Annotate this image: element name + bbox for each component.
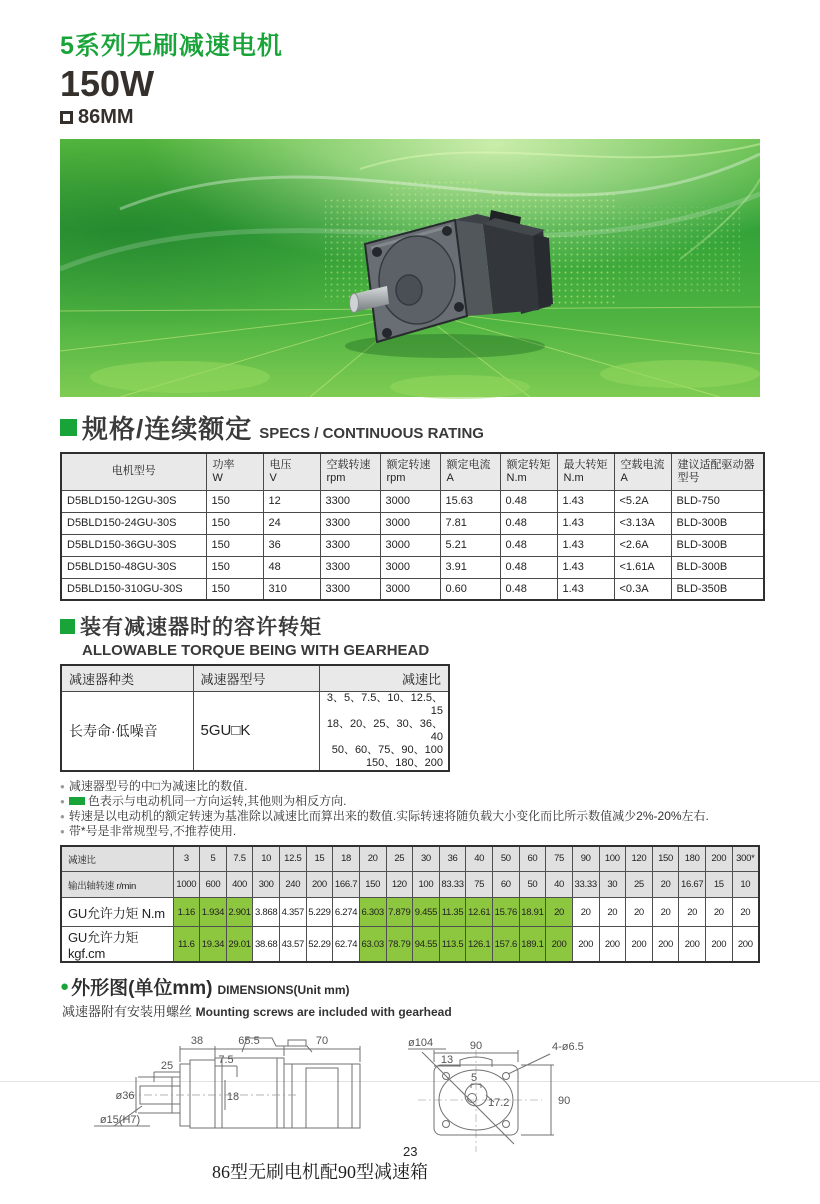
spec-cell: 3000 xyxy=(380,512,440,534)
ratio-cell: 10 xyxy=(253,846,280,872)
ratio-cell: 166.7 xyxy=(333,872,360,898)
gearhead-col-ratio: 减速比 xyxy=(319,665,449,691)
spec-column-header xyxy=(671,453,764,490)
ratio-cell: 300 xyxy=(253,872,280,898)
spec-cell: 150 xyxy=(206,534,263,556)
spec-cell: 3300 xyxy=(320,490,380,512)
spec-cell: BLD-750 xyxy=(671,490,764,512)
ratio-cell: 240 xyxy=(280,872,307,898)
ratio-cell: 4.357 xyxy=(280,898,307,927)
spec-cell: 3000 xyxy=(380,490,440,512)
ratio-cell: 75 xyxy=(546,846,573,872)
front-view-drawing xyxy=(402,1022,687,1157)
spec-cell: <5.2A xyxy=(614,490,671,512)
spec-cell: 0.48 xyxy=(500,556,557,578)
ratio-cell: 75 xyxy=(466,872,493,898)
ratio-cell: 1.934 xyxy=(200,898,227,927)
ratio-cell: 20 xyxy=(732,898,759,927)
spec-column-title: 空载电流 xyxy=(620,458,665,471)
ratio-cell: 2.901 xyxy=(226,898,253,927)
banner-graphic xyxy=(60,139,760,397)
ratio-cell: 20 xyxy=(652,872,679,898)
ratio-cell: 90 xyxy=(572,846,599,872)
ratio-cell: 18 xyxy=(333,846,360,872)
gearhead-type: 长寿命·低噪音 xyxy=(61,691,193,771)
gearhead-ratio-line: 150、180、200 xyxy=(365,756,443,769)
dim-label: 25 xyxy=(160,1060,174,1072)
note-item xyxy=(60,779,820,794)
ratio-cell: 5.229 xyxy=(306,898,333,927)
dim-label: 90 xyxy=(558,1095,571,1107)
dim-label: 18 xyxy=(226,1091,240,1103)
spec-row xyxy=(61,534,764,556)
spec-column-title: 空载转速 xyxy=(326,458,371,471)
gearhead-title-en: ALLOWABLE TORQUE BEING WITH GEARHEAD xyxy=(82,642,430,659)
frame-size xyxy=(60,106,820,129)
gearhead-ratio-cell xyxy=(319,691,449,771)
spec-cell: 1.43 xyxy=(557,512,614,534)
dimensions-section-title xyxy=(60,973,820,1000)
note-text: 色表示与电动机同一方向运转,其他则为相反方向. xyxy=(87,793,347,808)
spec-column-unit: A xyxy=(620,471,628,484)
spec-row xyxy=(61,512,764,534)
gearhead-table xyxy=(60,664,450,772)
notes-list xyxy=(60,779,820,839)
spec-cell: <2.6A xyxy=(614,534,671,556)
spec-cell: BLD-300B xyxy=(671,556,764,578)
spec-column-title: 额定转矩 xyxy=(506,458,551,471)
ratio-cell: 6.303 xyxy=(359,898,386,927)
ratio-cell: 200 xyxy=(732,927,759,963)
ratio-cell: 1000 xyxy=(173,872,200,898)
section-marker-icon xyxy=(60,419,77,436)
spec-cell: 12 xyxy=(263,490,320,512)
ratio-cell: 15 xyxy=(706,872,733,898)
gearhead-col-type: 减速器种类 xyxy=(61,665,193,691)
spec-cell: 150 xyxy=(206,490,263,512)
ratio-cell: 200 xyxy=(546,927,573,963)
spec-cell: D5BLD150-310GU-30S xyxy=(61,578,206,600)
spec-column-title: 最大转矩 xyxy=(563,458,608,471)
spec-column-title: 建议适配驱动器型号 xyxy=(677,458,755,484)
gearhead-col-model: 减速器型号 xyxy=(193,665,319,691)
ratio-cell: 11.6 xyxy=(173,927,200,963)
ratio-cell: 400 xyxy=(226,872,253,898)
ratio-cell: 6.274 xyxy=(333,898,360,927)
dim-label: 7.5 xyxy=(218,1054,234,1066)
dim-label: 38 xyxy=(190,1035,204,1047)
gearhead-ratio-line: 3、5、7.5、10、12.5、15 xyxy=(326,691,443,717)
ratio-cell: 20 xyxy=(359,846,386,872)
spec-cell: 3000 xyxy=(380,534,440,556)
ratio-cell: 1.16 xyxy=(173,898,200,927)
spec-cell: D5BLD150-36GU-30S xyxy=(61,534,206,556)
spec-column-title: 额定转速 xyxy=(386,458,431,471)
spec-column-title: 电机型号 xyxy=(111,465,156,478)
ratio-cell: 30 xyxy=(599,872,626,898)
spec-cell: 3300 xyxy=(320,556,380,578)
spec-cell: 3000 xyxy=(380,556,440,578)
spec-column-title: 额定电流 xyxy=(446,458,491,471)
ratio-cell: 150 xyxy=(359,872,386,898)
ratio-cell: 126.1 xyxy=(466,927,493,963)
ratio-row-label: 输出轴转速 r/min xyxy=(61,872,173,898)
spec-column-unit: N.m xyxy=(506,471,527,484)
ratio-cell: 25 xyxy=(626,872,653,898)
ratio-cell: 10 xyxy=(732,872,759,898)
spec-column-header xyxy=(380,453,440,490)
spec-column-header xyxy=(263,453,320,490)
note-item xyxy=(60,794,820,809)
spec-cell: 3300 xyxy=(320,512,380,534)
power-rating: 150W xyxy=(60,63,155,104)
dimensions-note-cn: 减速器附有安装用螺丝 xyxy=(62,1004,193,1019)
ratio-cell: 200 xyxy=(306,872,333,898)
note-item xyxy=(60,809,820,824)
note-item xyxy=(60,824,820,839)
spec-cell: 5.21 xyxy=(440,534,500,556)
ratio-cell: 15 xyxy=(306,846,333,872)
gearhead-row xyxy=(61,691,449,771)
spec-column-unit: V xyxy=(269,471,277,484)
spec-column-header xyxy=(61,453,206,490)
dimension-drawings xyxy=(0,1022,820,1154)
ratio-cell: 100 xyxy=(599,846,626,872)
ratio-cell: 18.91 xyxy=(519,898,546,927)
spec-cell: 3.91 xyxy=(440,556,500,578)
spec-cell: 7.81 xyxy=(440,512,500,534)
ratio-row-label: GU允许力矩 N.m xyxy=(61,898,173,927)
spec-cell: 3300 xyxy=(320,534,380,556)
spec-table-body xyxy=(61,490,764,600)
ratio-cell: 9.455 xyxy=(413,898,440,927)
spec-cell: 310 xyxy=(263,578,320,600)
specs-title-cn: 规格/连续额定 xyxy=(82,414,253,444)
dim-label: 5 xyxy=(470,1072,478,1084)
hero-banner xyxy=(60,139,760,397)
ratio-cell: 200 xyxy=(706,927,733,963)
ratio-cell: 200 xyxy=(679,927,706,963)
dimensions-title-en: DIMENSIONS(Unit mm) xyxy=(217,983,350,997)
spec-column-unit: rpm xyxy=(386,471,406,484)
dim-label: ø15(H7) xyxy=(99,1114,141,1126)
ratio-cell: 60 xyxy=(493,872,520,898)
ratio-cell: 7.879 xyxy=(386,898,413,927)
ratio-cell: 12.5 xyxy=(280,846,307,872)
bullet-icon: ● xyxy=(60,826,65,836)
spec-header-row xyxy=(61,453,764,490)
drawing-caption: 86型无刷电机配90型减速箱 xyxy=(212,1162,428,1182)
square-frame-icon xyxy=(60,111,73,124)
frame-size-label: 86MM xyxy=(78,106,134,128)
spec-row xyxy=(61,490,764,512)
ratio-cell: 20 xyxy=(626,898,653,927)
gearhead-model: 5GU□K xyxy=(193,691,319,771)
spec-column-header xyxy=(440,453,500,490)
ratio-row-ratios xyxy=(61,846,759,872)
dim-label: ø104 xyxy=(408,1037,434,1049)
spec-cell: 1.43 xyxy=(557,556,614,578)
note-text: 减速器型号的中□为减速比的数值. xyxy=(68,778,248,793)
spec-cell: 150 xyxy=(206,578,263,600)
ratio-cell: 33.33 xyxy=(572,872,599,898)
spec-cell: D5BLD150-12GU-30S xyxy=(61,490,206,512)
page-footer xyxy=(0,1144,820,1204)
ratio-cell: 20 xyxy=(572,898,599,927)
ratio-cell: 20 xyxy=(652,898,679,927)
section-marker-icon xyxy=(60,619,75,634)
ratio-cell: 5 xyxy=(200,846,227,872)
ratio-cell: 50 xyxy=(519,872,546,898)
ratio-cell: 25 xyxy=(386,846,413,872)
spec-cell: 1.43 xyxy=(557,534,614,556)
series-title: 5系列无刷减速电机 xyxy=(60,32,283,60)
ratio-cell: 150 xyxy=(652,846,679,872)
spec-cell: 3000 xyxy=(380,578,440,600)
spec-table xyxy=(60,452,765,601)
ratio-cell: 200 xyxy=(572,927,599,963)
note-text: 带*号是非常规型号,不推荐使用. xyxy=(68,823,237,838)
dimensions-note-en: Mounting screws are included with gearhead xyxy=(195,1005,452,1019)
dim-label: 13 xyxy=(440,1054,454,1066)
ratio-cell: 78.79 xyxy=(386,927,413,963)
specs-title-en: SPECS / CONTINUOUS RATING xyxy=(259,425,484,442)
ratio-cell: 189.1 xyxy=(519,927,546,963)
spec-cell: D5BLD150-48GU-30S xyxy=(61,556,206,578)
ratio-cell: 200 xyxy=(626,927,653,963)
spec-cell: 3300 xyxy=(320,578,380,600)
spec-cell: BLD-350B xyxy=(671,578,764,600)
ratio-cell: 200 xyxy=(706,846,733,872)
spec-column-header xyxy=(500,453,557,490)
green-swatch-icon xyxy=(69,797,85,805)
spec-column-unit: A xyxy=(446,471,454,484)
spec-cell: 0.60 xyxy=(440,578,500,600)
ratio-cell: 300* xyxy=(732,846,759,872)
ratio-cell: 11.35 xyxy=(439,898,466,927)
spec-column-title: 电压 xyxy=(269,458,292,471)
bullet-icon: ● xyxy=(60,781,65,791)
bullet-icon: ● xyxy=(60,796,65,806)
ratio-cell: 43.57 xyxy=(280,927,307,963)
ratio-cell: 30 xyxy=(413,846,440,872)
ratio-cell: 157.6 xyxy=(493,927,520,963)
dim-label: 4-ø6.5 xyxy=(552,1041,584,1053)
ratio-row-label: 减速比 xyxy=(61,846,173,872)
gearhead-ratio-line: 50、60、75、90、100 xyxy=(331,743,443,756)
gearhead-header-row xyxy=(61,665,449,691)
dim-label: ø36 xyxy=(115,1090,135,1102)
ratio-cell: 83.33 xyxy=(439,872,466,898)
gearhead-title-cn: 装有减速器时的容许转矩 xyxy=(80,616,322,639)
spec-cell: D5BLD150-24GU-30S xyxy=(61,512,206,534)
ratio-cell: 120 xyxy=(386,872,413,898)
ratio-cell: 50 xyxy=(493,846,520,872)
ratio-cell: 20 xyxy=(706,898,733,927)
ratio-cell: 94.55 xyxy=(413,927,440,963)
spec-cell: 1.43 xyxy=(557,578,614,600)
ratio-row-torque_nm xyxy=(61,898,759,927)
spec-cell: 15.63 xyxy=(440,490,500,512)
spec-column-header xyxy=(614,453,671,490)
ratio-cell: 600 xyxy=(200,872,227,898)
ratio-row-speeds xyxy=(61,872,759,898)
ratio-cell: 40 xyxy=(466,846,493,872)
ratio-cell: 19.34 xyxy=(200,927,227,963)
ratio-cell: 20 xyxy=(546,898,573,927)
spec-column-header xyxy=(206,453,263,490)
side-view-drawing xyxy=(92,1022,432,1154)
ratio-cell: 120 xyxy=(626,846,653,872)
ratio-cell: 200 xyxy=(652,927,679,963)
ratio-cell: 40 xyxy=(546,872,573,898)
spec-cell: 1.43 xyxy=(557,490,614,512)
spec-column-header xyxy=(557,453,614,490)
gearhead-ratio-line: 18、20、25、30、36、40 xyxy=(326,717,443,743)
dim-label: 17.2 xyxy=(488,1097,510,1109)
dim-label: 90 xyxy=(469,1040,483,1052)
note-text: 转速是以电动机的额定转速为基准除以减速比而算出来的数值.实际转速将随负载大小变化而比所示数值减少2%-20%左右. xyxy=(68,808,709,823)
ratio-cell: 3.868 xyxy=(253,898,280,927)
gearhead-section-title xyxy=(60,611,820,659)
spec-column-title: 功率 xyxy=(212,458,235,471)
spec-cell: 0.48 xyxy=(500,512,557,534)
page-header xyxy=(0,0,820,129)
ratio-cell: 20 xyxy=(599,898,626,927)
spec-cell: 0.48 xyxy=(500,534,557,556)
ratio-cell: 62.74 xyxy=(333,927,360,963)
ratio-cell: 200 xyxy=(599,927,626,963)
spec-column-unit: rpm xyxy=(326,471,346,484)
dim-label: 65.5 xyxy=(238,1035,260,1047)
specs-section-title xyxy=(60,409,820,446)
ratio-cell: 113.5 xyxy=(439,927,466,963)
spec-row xyxy=(61,578,764,600)
spec-row xyxy=(61,556,764,578)
ratio-cell: 52.29 xyxy=(306,927,333,963)
bullet-dot-icon: ● xyxy=(60,978,70,995)
ratio-cell: 100 xyxy=(413,872,440,898)
ratio-row-torque_kgfcm xyxy=(61,927,759,963)
spec-column-unit: N.m xyxy=(563,471,584,484)
ratio-cell: 3 xyxy=(173,846,200,872)
spec-cell: BLD-300B xyxy=(671,534,764,556)
spec-cell: 48 xyxy=(263,556,320,578)
spec-cell: 24 xyxy=(263,512,320,534)
ratio-cell: 38.68 xyxy=(253,927,280,963)
ratio-cell: 60 xyxy=(519,846,546,872)
ratio-cell: 36 xyxy=(439,846,466,872)
page-number: 23 xyxy=(403,1144,418,1159)
spec-cell: 150 xyxy=(206,556,263,578)
spec-cell: BLD-300B xyxy=(671,512,764,534)
ratio-cell: 7.5 xyxy=(226,846,253,872)
ratio-cell: 16.67 xyxy=(679,872,706,898)
spec-cell: <3.13A xyxy=(614,512,671,534)
dimensions-title-cn: 外形图(单位mm) xyxy=(71,978,213,999)
ratio-cell: 20 xyxy=(679,898,706,927)
spec-cell: <0.3A xyxy=(614,578,671,600)
spec-cell: 0.48 xyxy=(500,578,557,600)
ratio-cell: 63.03 xyxy=(359,927,386,963)
dim-label: 70 xyxy=(315,1035,329,1047)
ratio-cell: 29.01 xyxy=(226,927,253,963)
spec-cell: 0.48 xyxy=(500,490,557,512)
spec-cell: <1.61A xyxy=(614,556,671,578)
bullet-icon: ● xyxy=(60,811,65,821)
ratio-cell: 180 xyxy=(679,846,706,872)
spec-column-header xyxy=(320,453,380,490)
ratio-cell: 15.76 xyxy=(493,898,520,927)
ratio-row-label: GU允许力矩 kgf.cm xyxy=(61,927,173,963)
ratio-table xyxy=(60,845,760,964)
spec-cell: 36 xyxy=(263,534,320,556)
ratio-cell: 12.61 xyxy=(466,898,493,927)
spec-column-unit: W xyxy=(212,471,223,484)
dimensions-note xyxy=(62,1001,820,1020)
spec-cell: 150 xyxy=(206,512,263,534)
